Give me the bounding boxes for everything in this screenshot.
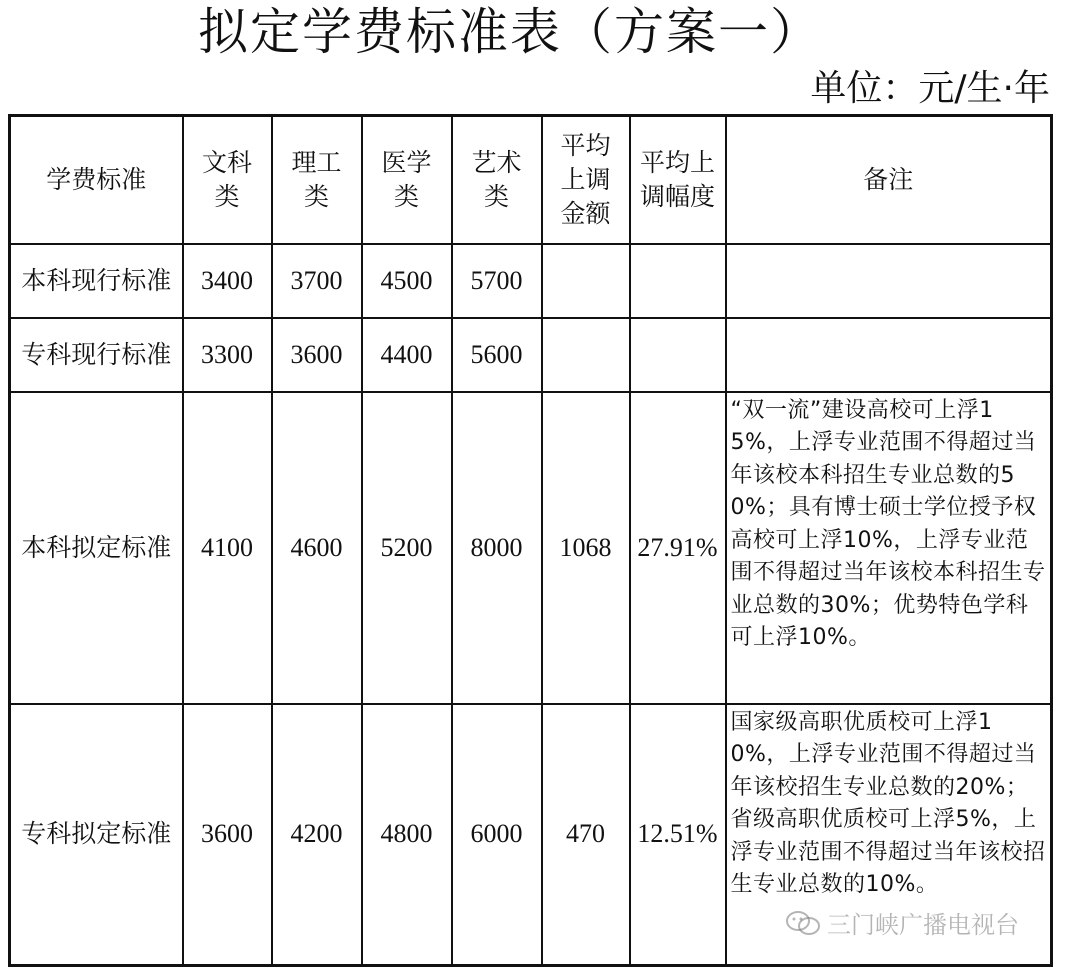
header-medicine: 医学类 — [362, 116, 452, 244]
cell-avg-amount — [542, 318, 630, 392]
cell-liberal-arts: 3300 — [183, 318, 272, 392]
cell-avg-amount: 1068 — [542, 392, 630, 704]
cell-science-engineering: 4600 — [272, 392, 362, 704]
cell-note: “双一流”建设高校可上浮15%，上浮专业范围不得超过当年该校本科招生专业总数的50%；具有博士硕士学位授予权高校可上浮10%，上浮专业范围不得超过当年该校本科招生专业总数的30%；优势特色学科可上浮10%。 — [726, 392, 1052, 704]
unit-label: 单位：元/生·年 — [810, 68, 1050, 109]
cell-liberal-arts: 3600 — [183, 704, 272, 966]
cell-science-engineering: 3600 — [272, 318, 362, 392]
cell-arts: 5600 — [452, 318, 542, 392]
cell-liberal-arts: 3400 — [183, 244, 272, 318]
cell-science-engineering: 4200 — [272, 704, 362, 966]
cell-arts: 8000 — [452, 392, 542, 704]
fee-table — [8, 114, 1053, 967]
cell-medicine: 5200 — [362, 392, 452, 704]
table-row — [10, 392, 1052, 704]
watermark-text: 三门峡广播电视台 — [827, 911, 1019, 939]
row-label: 本科拟定标准 — [10, 392, 183, 704]
row-label: 专科拟定标准 — [10, 704, 183, 966]
cell-avg-amount: 470 — [542, 704, 630, 966]
cell-medicine: 4400 — [362, 318, 452, 392]
cell-science-engineering: 3700 — [272, 244, 362, 318]
row-label: 专科现行标准 — [10, 318, 183, 392]
cell-liberal-arts: 4100 — [183, 392, 272, 704]
cell-note — [726, 318, 1052, 392]
cell-note — [726, 244, 1052, 318]
cell-avg-rate — [630, 318, 726, 392]
cell-medicine: 4500 — [362, 244, 452, 318]
table-row — [10, 704, 1052, 966]
cell-medicine: 4800 — [362, 704, 452, 966]
header-liberal-arts: 文科类 — [183, 116, 272, 244]
cell-avg-amount — [542, 244, 630, 318]
cell-avg-rate — [630, 244, 726, 318]
table-row — [10, 244, 1052, 318]
header-science-engineering: 理工类 — [272, 116, 362, 244]
header-avg-amount: 平均上调金额 — [542, 116, 630, 244]
cell-avg-rate: 12.51% — [630, 704, 726, 966]
cell-arts: 6000 — [452, 704, 542, 966]
header-avg-rate: 平均上调幅度 — [630, 116, 726, 244]
header-arts: 艺术类 — [452, 116, 542, 244]
cell-avg-rate: 27.91% — [630, 392, 726, 704]
header-row — [10, 116, 1052, 244]
cell-arts: 5700 — [452, 244, 542, 318]
cell-note: 国家级高职优质校可上浮10%，上浮专业范围不得超过当年该校招生专业总数的20%；省级高职优质校可上浮5%，上浮专业范围不得超过当年该校招生专业总数的10%。 — [726, 704, 1052, 966]
table-row — [10, 318, 1052, 392]
row-label: 本科现行标准 — [10, 244, 183, 318]
header-notes: 备注 — [726, 116, 1052, 244]
header-fee-standard: 学费标准 — [10, 116, 183, 244]
page-title: 拟定学费标准表（方案一） — [198, 3, 822, 61]
